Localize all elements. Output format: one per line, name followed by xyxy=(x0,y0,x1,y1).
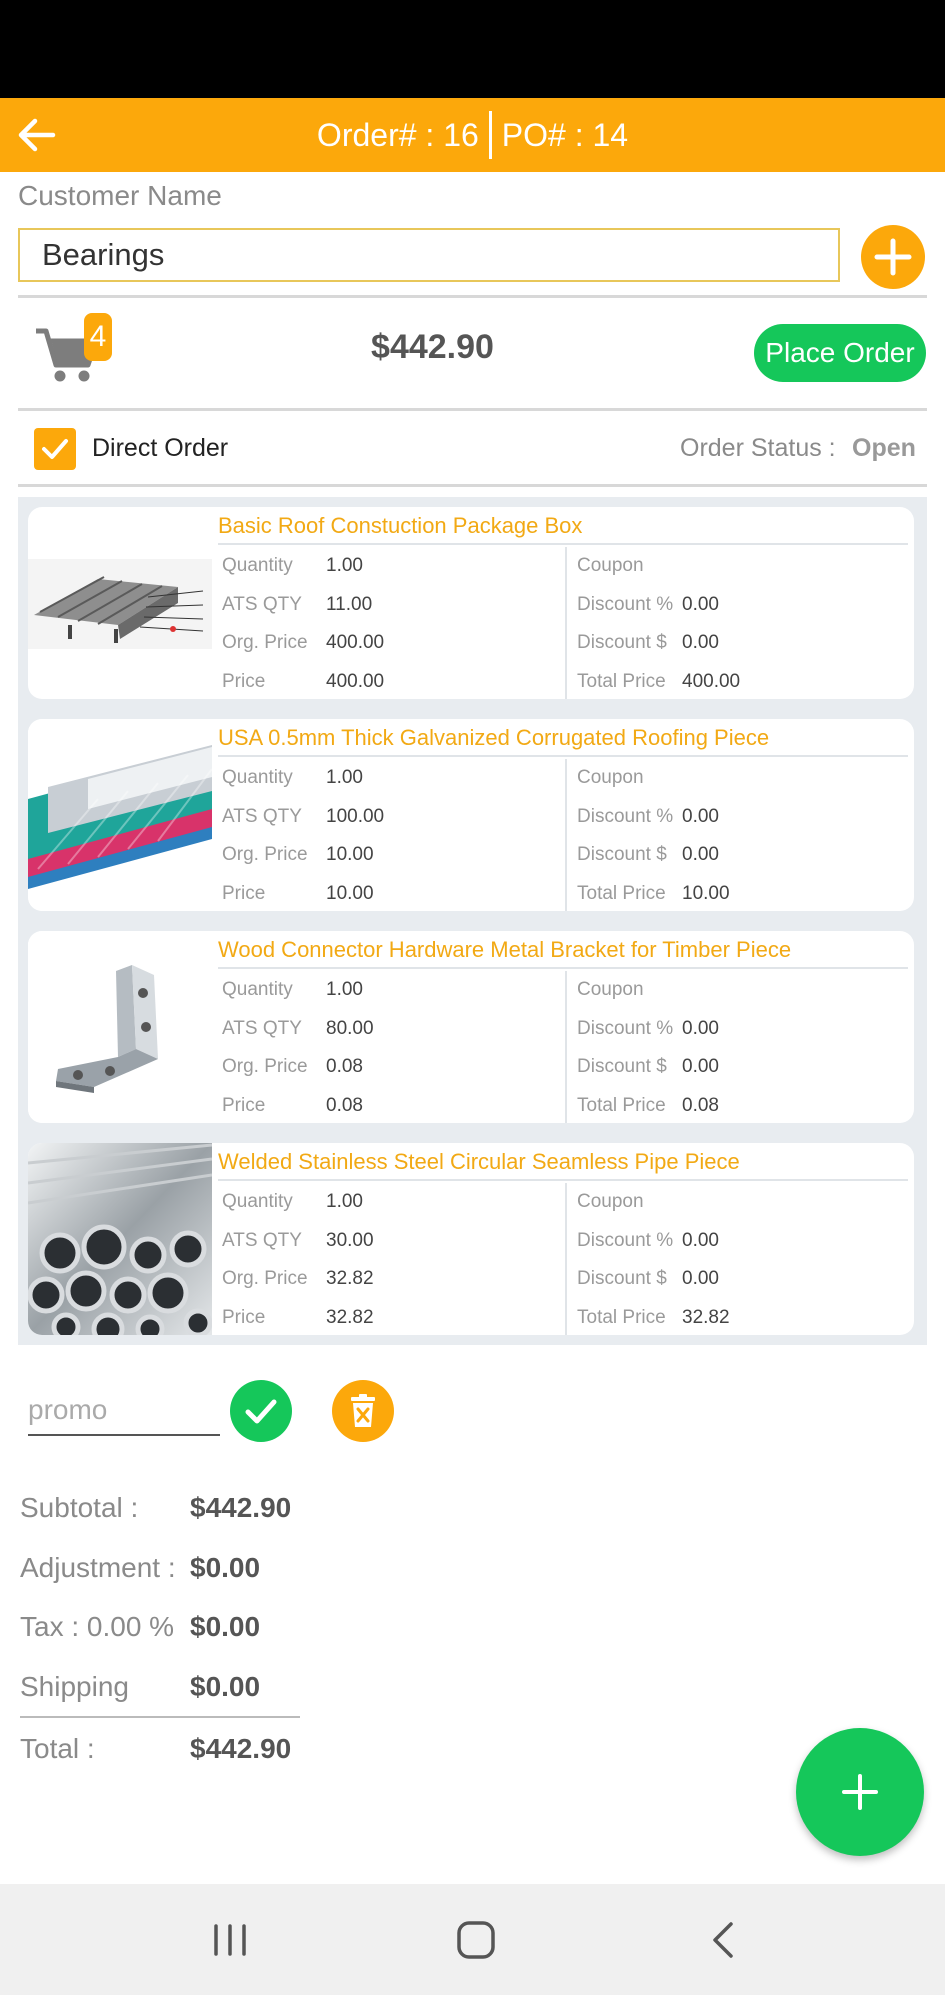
steel-pipes-image xyxy=(28,1143,212,1335)
price-value: 32.82 xyxy=(326,1307,374,1328)
order-item-card[interactable] xyxy=(28,1143,914,1335)
product-image xyxy=(28,719,212,911)
tax-label: Tax : 0.00 % xyxy=(20,1611,175,1642)
ats-qty-label: ATS QTY xyxy=(222,1230,302,1251)
org-price-value: 400.00 xyxy=(326,632,385,653)
total-price-value: 0.08 xyxy=(682,1095,719,1116)
discount-percent-value: 0.00 xyxy=(682,806,719,827)
product-title: Welded Stainless Steel Circular Seamless Pipe Piece xyxy=(218,1149,740,1174)
metal-bracket-image xyxy=(28,931,212,1123)
recent-apps-button[interactable] xyxy=(200,1912,260,1968)
status-bar xyxy=(0,0,945,98)
coupon-label: Coupon xyxy=(577,1191,644,1212)
total-label: Total : xyxy=(20,1733,95,1764)
customer-name-label: Customer Name xyxy=(18,180,222,211)
coupon-label: Coupon xyxy=(577,555,644,576)
order-item-card[interactable] xyxy=(28,719,914,911)
discount-percent-label: Discount % xyxy=(577,594,674,615)
quantity-label: Quantity xyxy=(222,979,293,1000)
cart-button[interactable] xyxy=(34,313,114,383)
price-label: Price xyxy=(222,883,266,904)
place-order-button[interactable]: Place Order xyxy=(754,324,926,382)
price-label: Price xyxy=(222,671,266,692)
plus-icon xyxy=(840,1772,880,1812)
ats-qty-value: 80.00 xyxy=(326,1018,374,1039)
trash-icon xyxy=(346,1393,380,1429)
order-number: Order# : 16 xyxy=(316,116,479,153)
add-item-fab[interactable] xyxy=(796,1728,924,1856)
card-column-divider xyxy=(565,547,567,699)
quantity-value: 1.00 xyxy=(326,767,363,788)
discount-percent-label: Discount % xyxy=(577,806,674,827)
check-circle-icon xyxy=(241,1391,281,1431)
card-divider xyxy=(218,1179,908,1181)
price-value: 10.00 xyxy=(326,883,374,904)
discount-amount-value: 0.00 xyxy=(682,1056,719,1077)
back-button[interactable] xyxy=(12,110,62,160)
app-bar xyxy=(0,98,945,172)
recent-apps-icon xyxy=(210,1922,250,1958)
total-price-label: Total Price xyxy=(577,671,666,692)
order-item-card[interactable] xyxy=(28,507,914,699)
coupon-label: Coupon xyxy=(577,979,644,1000)
org-price-label: Org. Price xyxy=(222,1056,308,1077)
product-image xyxy=(28,931,212,1123)
product-title: USA 0.5mm Thick Galvanized Corrugated Roofing Piece xyxy=(218,725,770,750)
ats-qty-value: 11.00 xyxy=(326,594,373,615)
total-price-value: 10.00 xyxy=(682,883,730,904)
promo-input[interactable] xyxy=(28,1386,220,1434)
quantity-value: 1.00 xyxy=(326,979,363,1000)
product-image xyxy=(28,507,212,699)
card-divider xyxy=(218,543,908,545)
order-item-card[interactable] xyxy=(28,931,914,1123)
org-price-value: 32.82 xyxy=(326,1268,374,1289)
divider xyxy=(18,484,927,487)
price-value: 400.00 xyxy=(326,671,385,692)
quantity-label: Quantity xyxy=(222,555,293,576)
promo-field xyxy=(28,1386,220,1436)
adjustment-label: Adjustment : xyxy=(20,1552,176,1583)
tax-value: $0.00 xyxy=(190,1611,261,1642)
app-title xyxy=(0,98,945,172)
discount-amount-label: Discount $ xyxy=(577,632,667,653)
direct-order-checkbox[interactable] xyxy=(34,428,76,470)
shipping-label: Shipping xyxy=(20,1671,129,1702)
adjustment-value: $0.00 xyxy=(190,1552,261,1583)
discount-amount-value: 0.00 xyxy=(682,844,719,865)
roof-package-image xyxy=(28,507,212,699)
check-icon xyxy=(39,433,71,465)
quantity-value: 1.00 xyxy=(326,555,363,576)
ats-qty-label: ATS QTY xyxy=(222,806,302,827)
po-number: PO# : 14 xyxy=(501,116,629,153)
discount-amount-label: Discount $ xyxy=(577,1056,667,1077)
corrugated-sheets-image xyxy=(28,719,212,911)
total-price-label: Total Price xyxy=(577,1095,666,1116)
title-separator xyxy=(489,111,492,159)
clear-promo-button[interactable] xyxy=(332,1380,394,1442)
divider xyxy=(18,295,927,298)
price-label: Price xyxy=(222,1307,266,1328)
order-status-label: Order Status : xyxy=(680,434,836,462)
product-title: Basic Roof Constuction Package Box xyxy=(218,513,583,538)
card-column-divider xyxy=(565,971,567,1123)
discount-percent-value: 0.00 xyxy=(682,1018,719,1039)
total-price-label: Total Price xyxy=(577,1307,666,1328)
ats-qty-value: 30.00 xyxy=(326,1230,374,1251)
cart-total: $442.90 xyxy=(371,328,494,366)
home-button[interactable] xyxy=(446,1912,506,1968)
product-title: Wood Connector Hardware Metal Bracket for Timber Piece xyxy=(218,937,792,962)
quantity-value: 1.00 xyxy=(326,1191,363,1212)
org-price-value: 0.08 xyxy=(326,1056,363,1077)
discount-amount-value: 0.00 xyxy=(682,632,719,653)
order-items-list xyxy=(18,497,927,1345)
price-value: 0.08 xyxy=(326,1095,363,1116)
discount-percent-label: Discount % xyxy=(577,1018,674,1039)
discount-percent-value: 0.00 xyxy=(682,1230,719,1251)
product-image xyxy=(28,1143,212,1335)
shipping-value: $0.00 xyxy=(190,1671,261,1702)
add-customer-button[interactable] xyxy=(861,225,925,289)
plus-icon xyxy=(873,237,913,277)
divider xyxy=(18,408,927,411)
org-price-label: Org. Price xyxy=(222,1268,308,1289)
chevron-left-icon xyxy=(707,1920,737,1960)
total-price-label: Total Price xyxy=(577,883,666,904)
customer-name-field[interactable]: Bearings xyxy=(18,228,840,282)
card-column-divider xyxy=(565,759,567,911)
order-status-value: Open xyxy=(852,434,916,462)
subtotal-label: Subtotal : xyxy=(20,1492,139,1523)
org-price-value: 10.00 xyxy=(326,844,374,865)
cart-count-badge: 4 xyxy=(84,313,112,361)
org-price-label: Org. Price xyxy=(222,844,308,865)
card-column-divider xyxy=(565,1183,567,1335)
coupon-label: Coupon xyxy=(577,767,644,788)
price-label: Price xyxy=(222,1095,266,1116)
direct-order-label: Direct Order xyxy=(92,434,229,462)
quantity-label: Quantity xyxy=(222,1191,293,1212)
subtotal-value: $442.90 xyxy=(190,1492,292,1523)
system-nav-bar xyxy=(0,1884,945,1995)
system-back-button[interactable] xyxy=(692,1912,752,1968)
discount-percent-label: Discount % xyxy=(577,1230,674,1251)
discount-amount-label: Discount $ xyxy=(577,844,667,865)
discount-amount-value: 0.00 xyxy=(682,1268,719,1289)
ats-qty-value: 100.00 xyxy=(326,806,385,827)
total-value: $442.90 xyxy=(190,1733,292,1764)
ats-qty-label: ATS QTY xyxy=(222,1018,302,1039)
ats-qty-label: ATS QTY xyxy=(222,594,302,615)
summary-divider xyxy=(20,1716,300,1718)
arrow-left-icon xyxy=(17,117,57,153)
discount-amount-label: Discount $ xyxy=(577,1268,667,1289)
apply-promo-button[interactable] xyxy=(230,1380,292,1442)
card-divider xyxy=(218,967,908,969)
total-price-value: 32.82 xyxy=(682,1307,730,1328)
discount-percent-value: 0.00 xyxy=(682,594,719,615)
quantity-label: Quantity xyxy=(222,767,293,788)
org-price-label: Org. Price xyxy=(222,632,308,653)
home-icon xyxy=(456,1920,496,1960)
total-price-value: 400.00 xyxy=(682,671,741,692)
card-divider xyxy=(218,755,908,757)
